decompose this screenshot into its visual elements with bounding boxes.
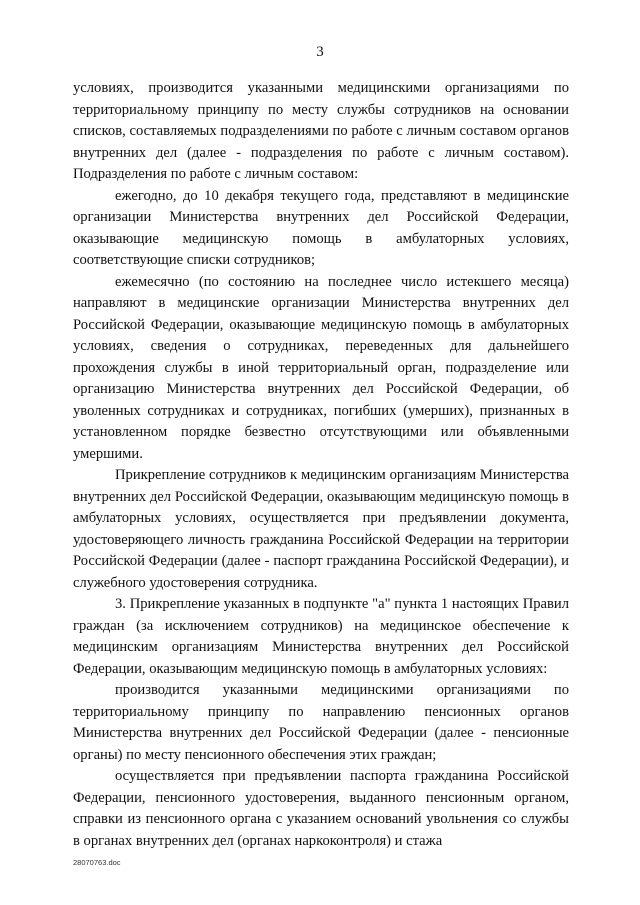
paragraph-section-3: 3. Прикрепление указанных в подпункте "а" пункта 1 настоящих Правил граждан (за исключением сотрудников) на медицинское обеспечение к медицинским организациям Министерства внутренних дел Российской Федерации, оказывающим медицинскую помощь в амбулаторных условиях: — [73, 596, 569, 677]
paragraph-attachment-employees: Прикрепление сотрудников к медицинским организациям Министерства внутренних дел Российской Федерации, оказывающим медицинскую помощь в амбулаторных условиях, осуществляется при предъявлении документа, удостоверяющего личность гражданина Российской Федерации на территории Российской Федерации (далее - паспорт гражданина Российской Федерации), и служебного удостоверения сотрудника. — [73, 467, 569, 591]
document-body — [73, 78, 569, 852]
paragraph-annual-lists: ежегодно, до 10 декабря текущего года, представляют в медицинские организации Министерства внутренних дел Российской Федерации, оказывающие медицинскую помощь в амбулаторных условиях, соответствующие списки сотрудников; — [73, 187, 569, 268]
paragraph-continuation: условиях, производится указанными медицинскими организациями по территориальному принципу по месту службы сотрудников на основании списков, составляемых подразделениями по работе с личным составом органов внутренних дел (далее - подразделения по работе с личным составом). Подразделения по работе с личным составом: — [73, 80, 569, 182]
paragraph-territorial-principle: производится указанными медицинскими организациями по территориальному принципу по направлению пенсионных органов Министерства внутренних дел Российской Федерации (далее - пенсионные органы) по месту пенсионного обеспечения этих граждан; — [73, 682, 569, 763]
page-number: 3 — [316, 44, 324, 60]
paragraph-documents-required: осуществляется при предъявлении паспорта гражданина Российской Федерации, пенсионного удостоверения, выданного пенсионным органом, справки из пенсионного органа с указанием оснований увольнения со службы в органах внутренних дел (органах наркоконтроля) и стажа — [73, 768, 569, 849]
paragraph-monthly-info: ежемесячно (по состоянию на последнее число истекшего месяца) направляют в медицинские организации Министерства внутренних дел Российской Федерации, оказывающие медицинскую помощь в амбулаторных условиях, сведения о сотрудниках, переведенных для дальнейшего прохождения службы в иной территориальный орган, подразделение или организацию Министерства внутренних дел Российской Федерации, об уволенных сотрудниках и сотрудниках, погибших (умерших), признанных в установленном порядке безвестно отсутствующими или объявленными умершими. — [73, 273, 569, 462]
footer-file-id: 28070763.doc — [73, 858, 121, 867]
